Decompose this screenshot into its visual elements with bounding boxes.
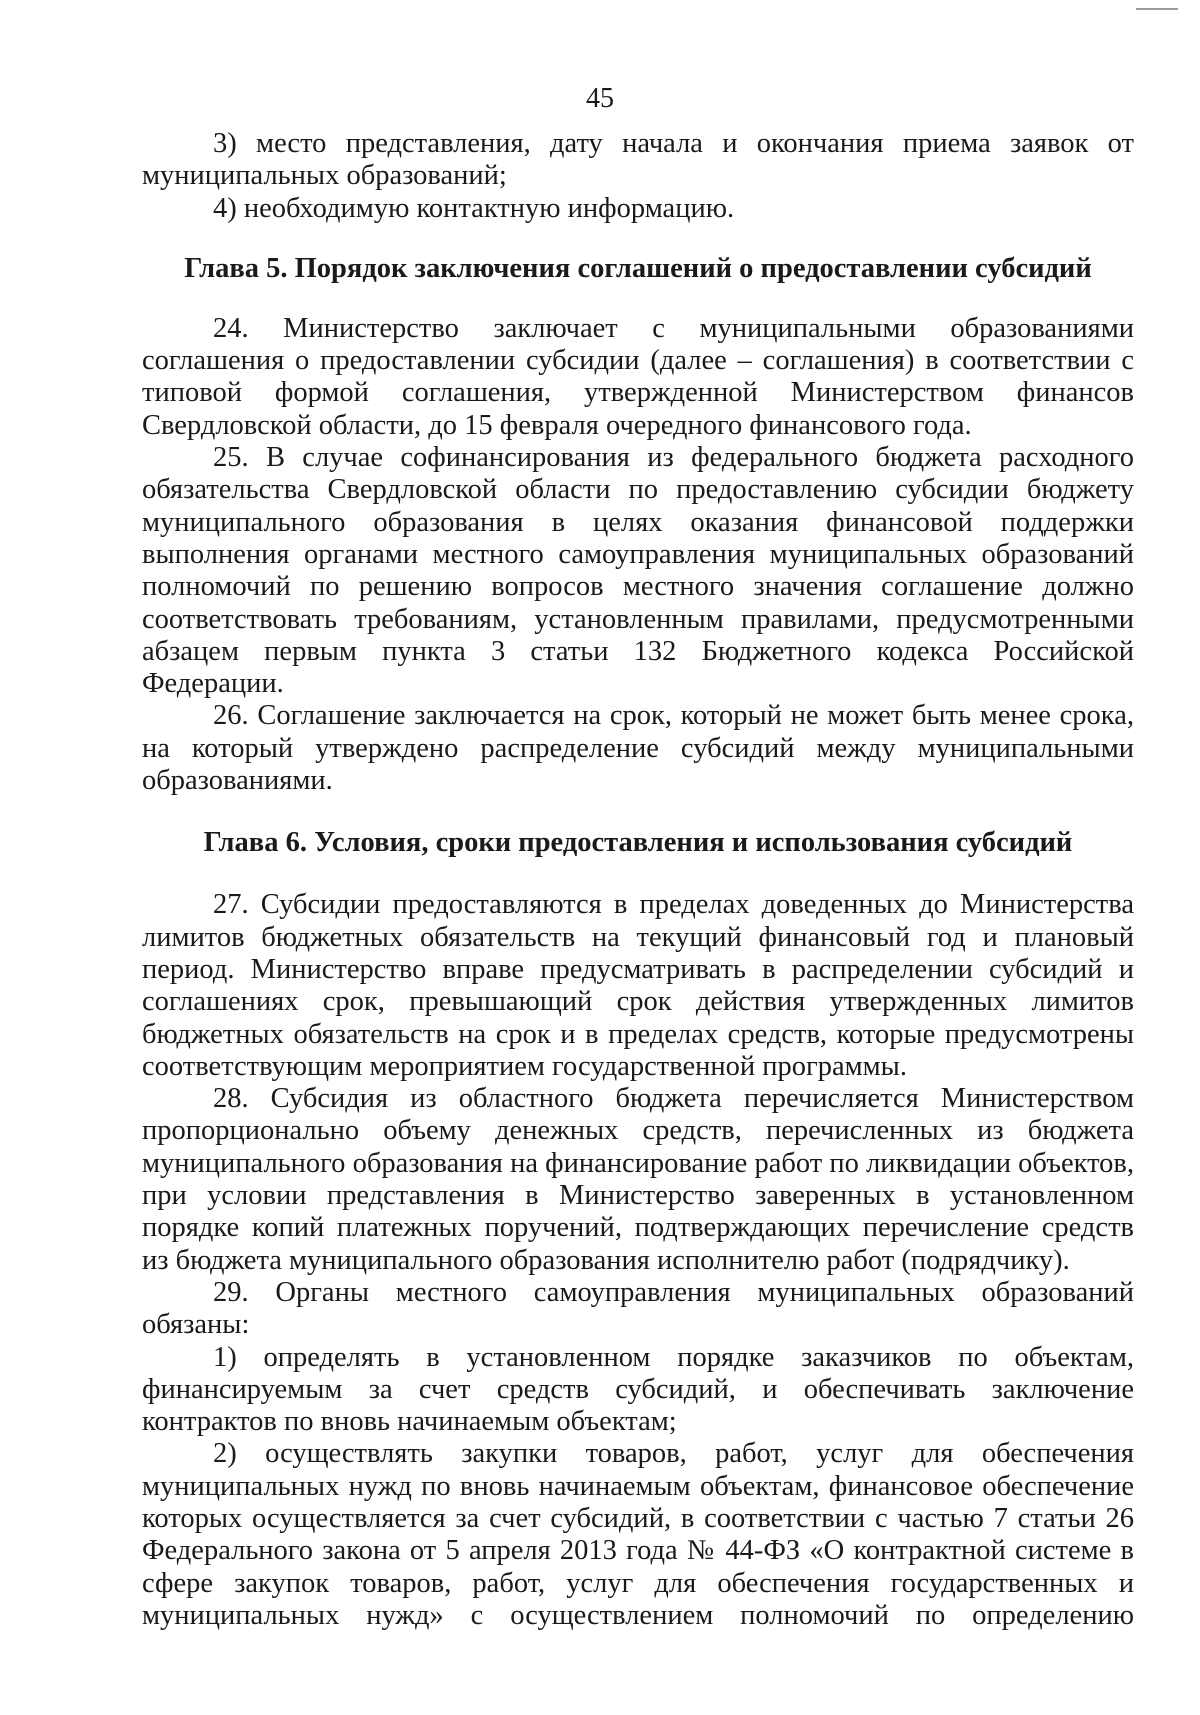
clause-25: 25. В случае софинансирования из федерального бюджета расходного обязательства Свердловской области по предоставлению субсидии бюджету муниципального образования в целях оказания финансовой поддержки выполнения органами местного самоуправления муниципальных образований полномочий по решению вопросов местного значения соглашение должно соответствовать требованиям, установленным правилами, предусмотренными абзацем первым пункта 3 статьи 132 Бюджетного кодекса Российской Федерации. bbox=[142, 442, 1134, 700]
list-item-place-dates: 3) место представления, дату начала и окончания приема заявок от муниципальных образований; bbox=[142, 128, 1134, 192]
clause-26: 26. Соглашение заключается на срок, который не может быть менее срока, на который утверждено распределение субсидий между муниципальными образованиями. bbox=[142, 700, 1134, 797]
scan-corner-mark bbox=[1136, 8, 1178, 10]
clause-29-item-1: 1) определять в установленном порядке заказчиков по объектам, финансируемым за счет средств субсидий, и обеспечивать заключение контрактов по вновь начинаемым объектам; bbox=[142, 1341, 1134, 1438]
document-body bbox=[142, 128, 1134, 1632]
list-item-contact-info: 4) необходимую контактную информацию. bbox=[213, 192, 735, 224]
clause-24: 24. Министерство заключает с муниципальными образованиями соглашения о предоставлении субсидии (далее – соглашения) в соответствии с типовой формой соглашения, утвержденной Министерством финансов Свердловской области, до 15 февраля очередного финансового года. bbox=[142, 312, 1134, 441]
clause-28: 28. Субсидия из областного бюджета перечисляется Министерством пропорционально объему денежных средств, перечисленных из бюджета муниципального образования на финансирование работ по ликвидации объектов, при условии представления в Министерство заверенных в установленном порядке копий платежных поручений, подтверждающих перечисление средств из бюджета муниципального образования исполнителю работ (подрядчику). bbox=[142, 1083, 1134, 1276]
clause-29-item-2: 2) осуществлять закупки товаров, работ, услуг для обеспечения муниципальных нужд по вновь начинаемым объектам, финансовое обеспечение которых осуществляется за счет субсидий, в соответствии с частью 7 статьи 26 Федерального закона от 5 апреля 2013 года № 44-ФЗ «О контрактной системе в сфере закупок товаров, работ, услуг для обеспечения государственных и муниципальных нужд» с осуществлением полномочий по определению bbox=[142, 1438, 1134, 1631]
page-number: 45 bbox=[586, 83, 614, 114]
chapter-5-heading: Глава 5. Порядок заключения соглашений о предоставлении субсидий bbox=[184, 252, 1092, 284]
clause-27: 27. Субсидии предоставляются в пределах доведенных до Министерства лимитов бюджетных обязательств на текущий финансовый год и плановый период. Министерство вправе предусматривать в распределении субсидий и соглашениях срок, превышающий срок действия утвержденных лимитов бюджетных обязательств на срок и в пределах средств, которые предусмотрены соответствующим мероприятием государственной программы. bbox=[142, 889, 1134, 1082]
chapter-6-heading: Глава 6. Условия, сроки предоставления и использования субсидий bbox=[203, 827, 1073, 859]
clause-29: 29. Органы местного самоуправления муниципальных образований обязаны: bbox=[142, 1276, 1134, 1341]
